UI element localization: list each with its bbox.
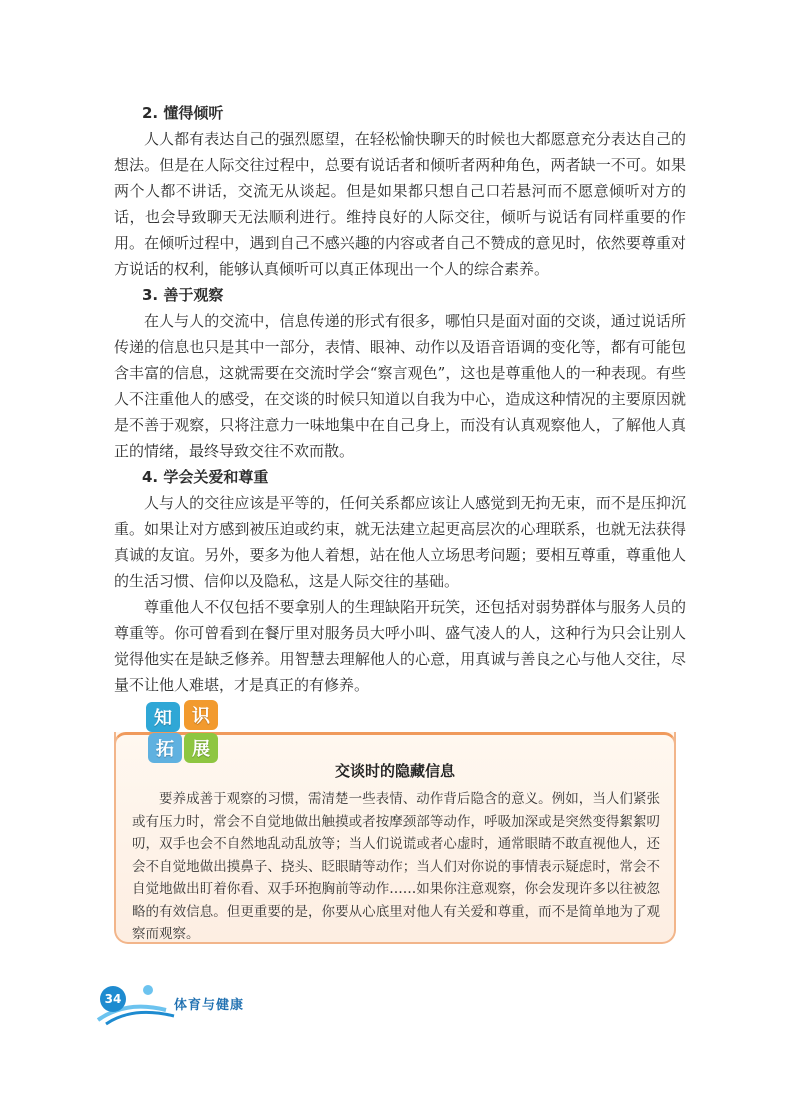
section-heading-listening: 2. 懂得倾听: [142, 104, 224, 122]
section-paragraph: 尊重他人不仅包括不要拿别人的生理缺陷开玩笑，还包括对弱势群体与服务人员的尊重等。你可曾看到在餐厅里对服务员大呼小叫、盛气凌人的人，这种行为只会让别人觉得他实在是缺乏修养。用智慧去理解他人的心意，用真诚与善良之心与他人交往，尽量不让他人难堪，才是真正的有修养。: [114, 598, 686, 694]
section-paragraph: 人人都有表达自己的强烈愿望，在轻松愉快聊天的时候也大都愿意充分表达自己的想法。但是在人际交往过程中，总要有说话者和倾听者两种角色，两者缺一不可。如果两个人都不讲话，交流无从谈起。但是如果都只想自己口若悬河而不愿意倾听对方的话，也会导致聊天无法顺利进行。维持良好的人际交往，倾听与说话有同样重要的作用。在倾听过程中，遇到自己不感兴趣的内容或者自己不赞成的意见时，依然要尊重对方说话的权利，能够认真倾听可以真正体现出一个人的综合素养。: [114, 130, 686, 278]
badge-piece: 知: [146, 702, 180, 732]
section-heading-observation: 3. 善于观察: [142, 286, 224, 304]
badge-piece: 识: [184, 700, 218, 730]
book-title: 体育与健康: [174, 998, 245, 1013]
page-footer: [96, 980, 256, 1026]
knowledge-box-text: 要养成善于观察的习惯，需清楚一些表情、动作背后隐含的意义。例如，当人们紧张或有压力时，常会不自觉地做出触摸或者按摩颈部等动作，呼吸加深或是突然变得絮絮叨叨，双手也会不自然地乱动乱放等；当人们说谎或者心虚时，通常眼睛不敢直视他人，还会不自觉地做出摸鼻子、挠头、眨眼睛等动作；当人们对你说的事情表示疑虑时，常会不自觉地做出盯着你看、双手环抱胸前等动作……如果你注意观察，你会发现许多以往被忽略的有效信息。但更重要的是，你要从心底里对他人有关爱和尊重，而不是简单地为了观察而观察。: [132, 791, 660, 942]
badge-piece: 拓: [148, 733, 182, 763]
knowledge-expansion-badge: [146, 700, 222, 764]
knowledge-box-title: 交谈时的隐藏信息: [334, 762, 455, 780]
page-number: 34: [100, 986, 126, 1012]
section-paragraph: 人与人的交往应该是平等的，任何关系都应该让人感觉到无拘无束，而不是压抑沉重。如果让对方感到被压迫或约束，就无法建立起更高层次的心理联系，也就无法获得真诚的友谊。另外，要多为他人着想，站在他人立场思考问题；要相互尊重，尊重他人的生活习惯、信仰以及隐私，这是人际交往的基础。: [114, 494, 686, 590]
section-heading-care-respect: 4. 学会关爱和尊重: [142, 468, 269, 486]
badge-piece: 展: [184, 733, 218, 763]
section-paragraph: 在人与人的交流中，信息传递的形式有很多，哪怕只是面对面的交谈，通过说话所传递的信息也只是其中一部分，表情、眼神、动作以及语音语调的变化等，都有可能包含丰富的信息，这就需要在交流时学会“察言观色”，这也是尊重他人的一种表现。有些人不注重他人的感受，在交谈的时候只知道以自我为中心，造成这种情况的主要原因就是不善于观察，只将注意力一味地集中在自己身上，而没有认真观察他人，了解他人真正的情绪，最终导致交往不欢而散。: [114, 312, 686, 460]
main-content: [114, 100, 686, 698]
